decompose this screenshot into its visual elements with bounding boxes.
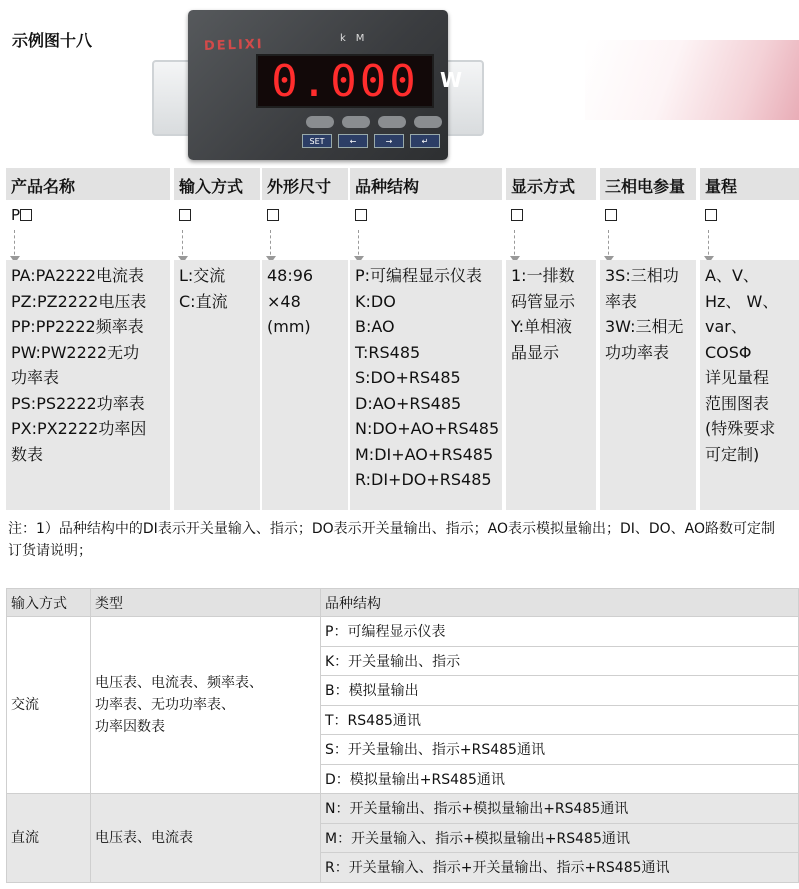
spec-column	[262, 168, 348, 510]
option-line: 3W:三相无	[605, 317, 684, 336]
option-line: (mm)	[267, 317, 311, 336]
checkbox-placeholder-icon	[605, 209, 617, 221]
column-body	[350, 260, 502, 510]
option-line: D:AO+RS485	[355, 393, 462, 413]
table-row	[7, 617, 799, 647]
column-header: 输入方式	[174, 168, 260, 200]
spec-column	[6, 168, 170, 510]
column-header: 量程	[700, 168, 799, 200]
option-line: 3S:三相功	[605, 266, 679, 285]
option-line: L:交流	[179, 266, 226, 285]
code-slot	[350, 200, 502, 230]
footnote: 注：1）品种结构中的DI表示开关量输入、指示；DO表示开关量输出、指示；AO表示模拟量输出；DI、DO、AO路数可定制订货请说明；	[8, 521, 776, 559]
option-line: PS:PS2222功率表	[11, 393, 145, 413]
column-body	[174, 260, 260, 510]
keypad-key	[378, 116, 406, 128]
option-line: P:可编程显示仪表	[355, 266, 483, 285]
checkbox-placeholder-icon	[705, 209, 717, 221]
structure-cell: K：开关量输出、指示	[321, 646, 799, 676]
option-line: B:AO	[355, 317, 395, 336]
checkbox-placeholder-icon	[267, 209, 279, 221]
keypad-key	[342, 116, 370, 128]
column-body	[700, 260, 799, 510]
type-cell	[91, 617, 321, 794]
unit-indicator-k: k	[340, 33, 346, 44]
column-header: 品种结构	[350, 168, 502, 200]
option-line: PX:PX2222功率因	[11, 419, 147, 438]
structure-cell: P：可编程显示仪表	[321, 617, 799, 647]
type-line: 电压表、电流表	[95, 829, 193, 846]
option-line: K:DO	[355, 291, 396, 311]
option-line: C:直流	[179, 291, 228, 311]
option-line: 功功率表	[605, 342, 670, 362]
keypad-key	[306, 116, 334, 128]
option-line: S:DO+RS485	[355, 368, 461, 387]
spec-column	[174, 168, 260, 510]
option-line: 晶显示	[511, 342, 560, 362]
input-method-cell: 交流	[7, 617, 91, 794]
option-line: 48:96	[267, 266, 314, 285]
option-line: N:DO+AO+RS485	[355, 419, 500, 438]
column-header: 显示方式	[506, 168, 596, 200]
structure-cell: S：开关量输出、指示+RS485通讯	[321, 735, 799, 765]
option-line: ×48	[267, 291, 301, 311]
structure-table	[6, 588, 799, 883]
keypad-labels	[302, 134, 440, 148]
structure-cell: D：模拟量输出+RS485通讯	[321, 764, 799, 794]
unit-indicator-m: M	[355, 33, 365, 44]
column-body	[506, 260, 596, 510]
option-line: 功率表	[11, 368, 60, 387]
meter-bezel	[188, 10, 463, 160]
structure-cell: R：开关量输入、指示+开关量输出、指示+RS485通讯	[321, 853, 799, 883]
table-row	[7, 794, 799, 824]
option-line: 码管显示	[511, 291, 576, 311]
option-line: R:DI+DO+RS485	[355, 470, 492, 489]
checkbox-placeholder-icon	[355, 209, 367, 221]
code-slot	[600, 200, 696, 230]
option-line: 数表	[11, 444, 44, 464]
column-body	[6, 260, 170, 510]
checkbox-placeholder-icon	[511, 209, 523, 221]
code-slot	[6, 200, 170, 230]
option-line: 可定制)	[705, 444, 760, 464]
code-slot	[700, 200, 799, 230]
header-input: 输入方式	[7, 589, 91, 617]
option-line: PP:PP2222频率表	[11, 317, 144, 336]
left-arrow-icon: ←	[338, 134, 368, 148]
figure-caption: 示例图十八	[12, 31, 93, 50]
type-cell	[91, 794, 321, 883]
header-structure: 品种结构	[321, 589, 799, 617]
column-header: 外形尺寸	[262, 168, 348, 200]
option-line: M:DI+AO+RS485	[355, 444, 494, 464]
option-line: PW:PW2222无功	[11, 342, 140, 362]
column-header: 产品名称	[6, 168, 170, 200]
option-line: 率表	[605, 291, 638, 311]
option-line: COSΦ	[705, 342, 752, 362]
structure-cell: B：模拟量输出	[321, 676, 799, 706]
checkbox-placeholder-icon	[179, 209, 191, 221]
option-line: Y:单相液	[511, 317, 573, 336]
checkbox-placeholder-icon	[20, 209, 32, 221]
option-line: Hz、 W、	[705, 291, 779, 311]
unit-indicators	[340, 33, 364, 44]
spec-column	[600, 168, 696, 510]
spec-column	[350, 168, 502, 510]
option-line: var、	[705, 317, 747, 336]
code-slot	[174, 200, 260, 230]
structure-cell: N：开关量输出、指示+模拟量输出+RS485通讯	[321, 794, 799, 824]
spec-column	[506, 168, 596, 510]
option-line: 1:一排数	[511, 266, 575, 285]
code-slot	[506, 200, 596, 230]
led-display: 0.000	[256, 54, 434, 108]
option-line: PZ:PZ2222电压表	[11, 291, 147, 311]
option-line: A、V、	[705, 266, 759, 285]
option-line: (特殊要求	[705, 419, 776, 438]
column-header: 三相电参量	[600, 168, 696, 200]
column-body	[262, 260, 348, 510]
brand-logo: DELIXI	[203, 36, 264, 55]
input-method-cell: 直流	[7, 794, 91, 883]
type-line: 功率表、无功功率表、	[95, 697, 235, 713]
type-line: 功率因数表	[95, 719, 165, 735]
enter-icon: ↵	[410, 134, 440, 148]
model-code-table	[6, 168, 799, 510]
code-slot	[262, 200, 348, 230]
right-arrow-icon: →	[374, 134, 404, 148]
option-line: 详见量程	[705, 368, 770, 387]
type-line: 电压表、电流表、频率表、	[95, 675, 263, 691]
spec-column	[700, 168, 799, 510]
column-body	[600, 260, 696, 510]
unit-label: W	[440, 68, 463, 92]
option-line: T:RS485	[355, 342, 421, 362]
background-photo-fragment	[585, 40, 799, 120]
panel-meter-image	[148, 2, 488, 167]
keypad-top-row	[306, 116, 442, 128]
structure-cell: M：开关量输入、指示+模拟量输出+RS485通讯	[321, 823, 799, 853]
set-key-label: SET	[302, 134, 332, 148]
code-prefix: P	[11, 206, 21, 224]
option-line: PA:PA2222电流表	[11, 266, 144, 285]
keypad-key	[414, 116, 442, 128]
option-line: 范围图表	[705, 393, 770, 413]
header-type: 类型	[91, 589, 321, 617]
structure-cell: T：RS485通讯	[321, 705, 799, 735]
